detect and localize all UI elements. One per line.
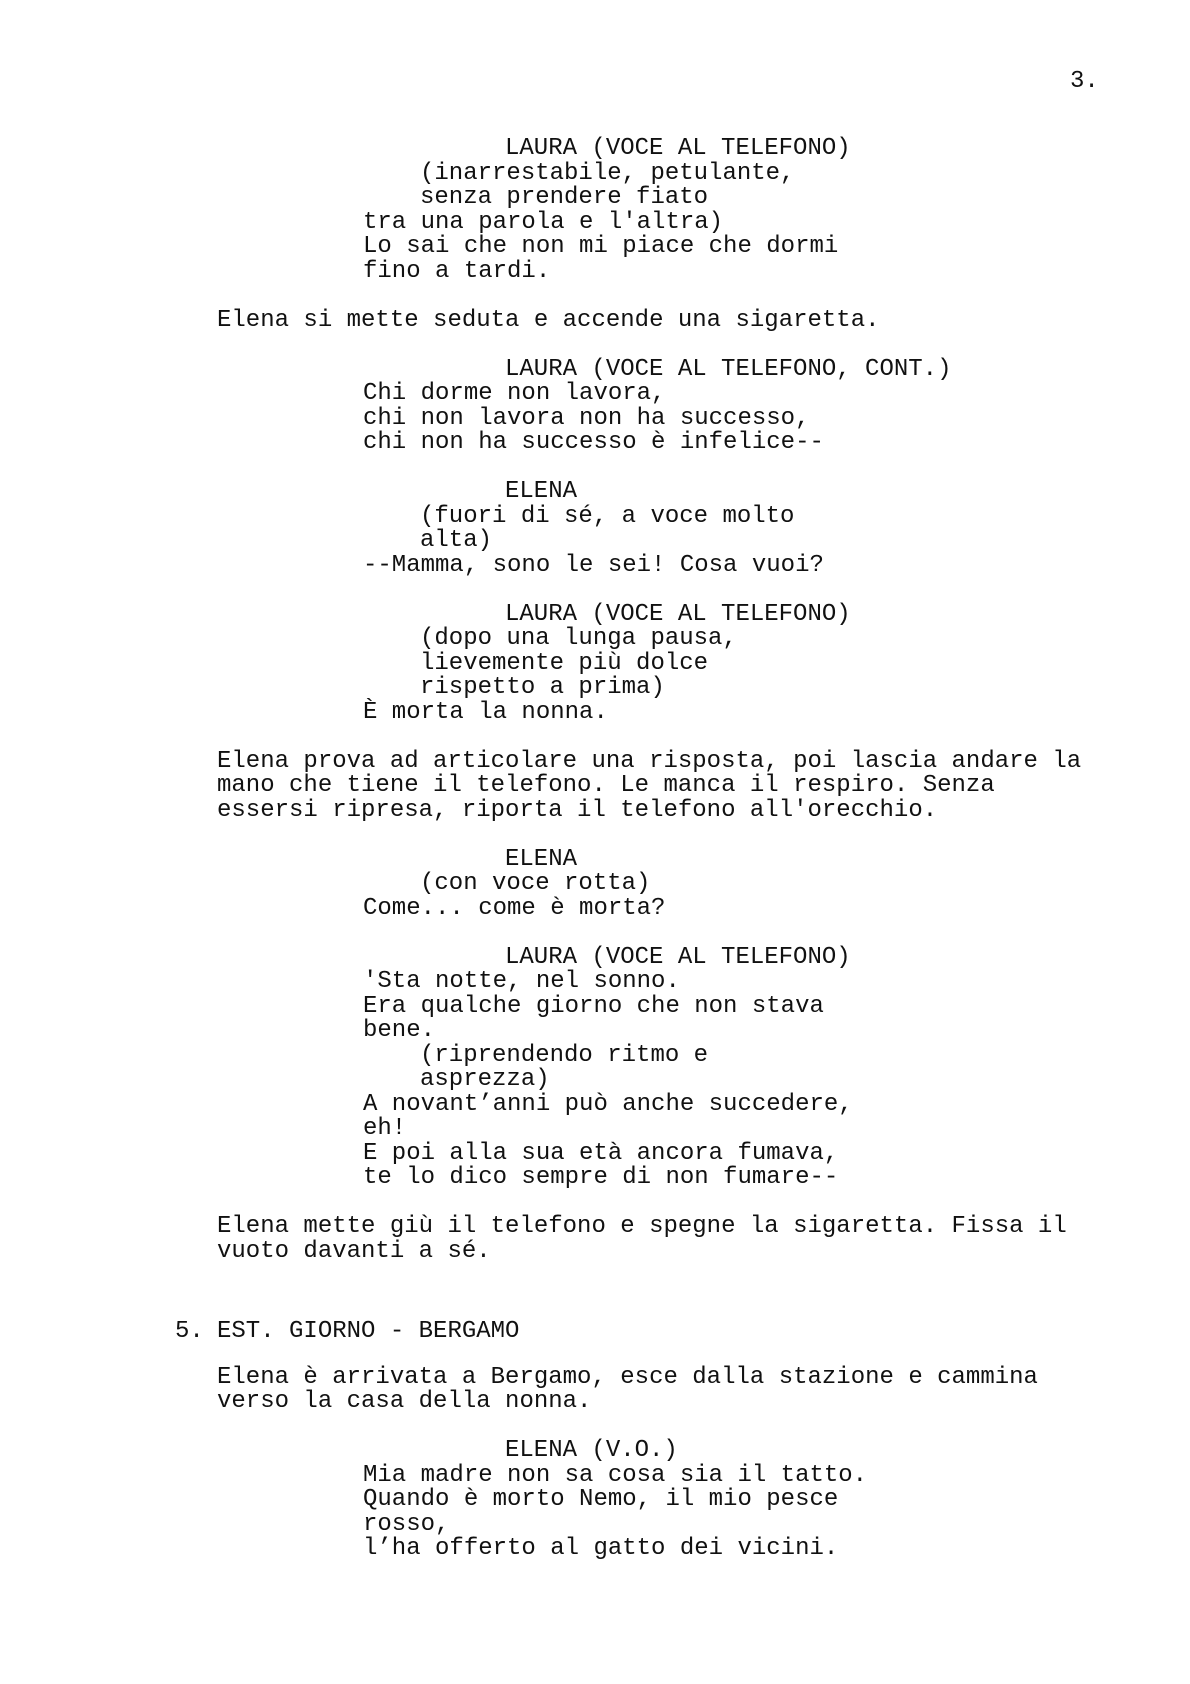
scene-number: 5. — [175, 1318, 204, 1345]
dialogue-line: eh! — [363, 1115, 407, 1142]
parenthetical-line: asprezza) — [420, 1066, 550, 1093]
parenthetical-line: (fuori di sé, a voce molto — [420, 503, 795, 530]
dialogue-line: --Mamma, sono le sei! Cosa vuoi? — [363, 552, 824, 579]
action-line: Elena prova ad articolare una risposta, poi lascia andare la — [217, 748, 1082, 775]
action-line: essersi ripresa, riporta il telefono all'orecchio. — [217, 797, 938, 824]
character-name: LAURA (VOCE AL TELEFONO, CONT.) — [505, 356, 952, 383]
parenthetical-line: (riprendendo ritmo e — [420, 1042, 709, 1069]
character-name: ELENA (V.O.) — [505, 1437, 678, 1464]
parenthetical-line: lievemente più dolce — [420, 650, 709, 677]
action-line: Elena si mette seduta e accende una sigaretta. — [217, 307, 880, 334]
parenthetical-line: (con voce rotta) — [420, 870, 651, 897]
dialogue-line: Era qualche giorno che non stava — [363, 993, 824, 1020]
character-name: ELENA — [505, 846, 578, 873]
parenthetical-line: rispetto a prima) — [420, 674, 665, 701]
dialogue-line: Quando è morto Nemo, il mio pesce — [363, 1486, 839, 1513]
dialogue-line: fino a tardi. — [363, 258, 551, 285]
parenthetical-line: (inarrestabile, petulante, — [420, 160, 795, 187]
dialogue-line: te lo dico sempre di non fumare-- — [363, 1164, 839, 1191]
dialogue-line: chi non lavora non ha successo, — [363, 405, 810, 432]
parenthetical-line: (dopo una lunga pausa, — [420, 625, 737, 652]
dialogue-line: Chi dorme non lavora, — [363, 380, 666, 407]
dialogue-line: 'Sta notte, nel sonno. — [363, 968, 680, 995]
dialogue-line: chi non ha successo è infelice-- — [363, 429, 824, 456]
dialogue-line: bene. — [363, 1017, 436, 1044]
character-name: ELENA — [505, 478, 578, 505]
dialogue-line: E poi alla sua età ancora fumava, — [363, 1140, 839, 1167]
scene-heading: EST. GIORNO - BERGAMO — [217, 1318, 520, 1345]
character-name: LAURA (VOCE AL TELEFONO) — [505, 944, 851, 971]
dialogue-line: Mia madre non sa cosa sia il tatto. — [363, 1462, 868, 1489]
character-name: LAURA (VOCE AL TELEFONO) — [505, 135, 851, 162]
character-name: LAURA (VOCE AL TELEFONO) — [505, 601, 851, 628]
parenthetical-line: senza prendere fiato — [420, 184, 709, 211]
action-line: mano che tiene il telefono. Le manca il respiro. Senza — [217, 772, 995, 799]
action-line: verso la casa della nonna. — [217, 1388, 592, 1415]
dialogue-line: È morta la nonna. — [363, 699, 608, 726]
page-number: 3. — [1070, 68, 1099, 95]
dialogue-line: A novant’anni può anche succedere, — [363, 1091, 853, 1118]
action-line: vuoto davanti a sé. — [217, 1238, 491, 1265]
dialogue-line: tra una parola e l'altra) — [363, 209, 724, 236]
action-line: Elena è arrivata a Bergamo, esce dalla stazione e cammina — [217, 1364, 1038, 1391]
dialogue-line: Come... come è morta? — [363, 895, 666, 922]
dialogue-line: rosso, — [363, 1511, 450, 1538]
dialogue-line: l’ha offerto al gatto dei vicini. — [363, 1535, 839, 1562]
action-line: Elena mette giù il telefono e spegne la sigaretta. Fissa il — [217, 1213, 1067, 1240]
dialogue-line: Lo sai che non mi piace che dormi — [363, 233, 839, 260]
parenthetical-line: alta) — [420, 527, 493, 554]
